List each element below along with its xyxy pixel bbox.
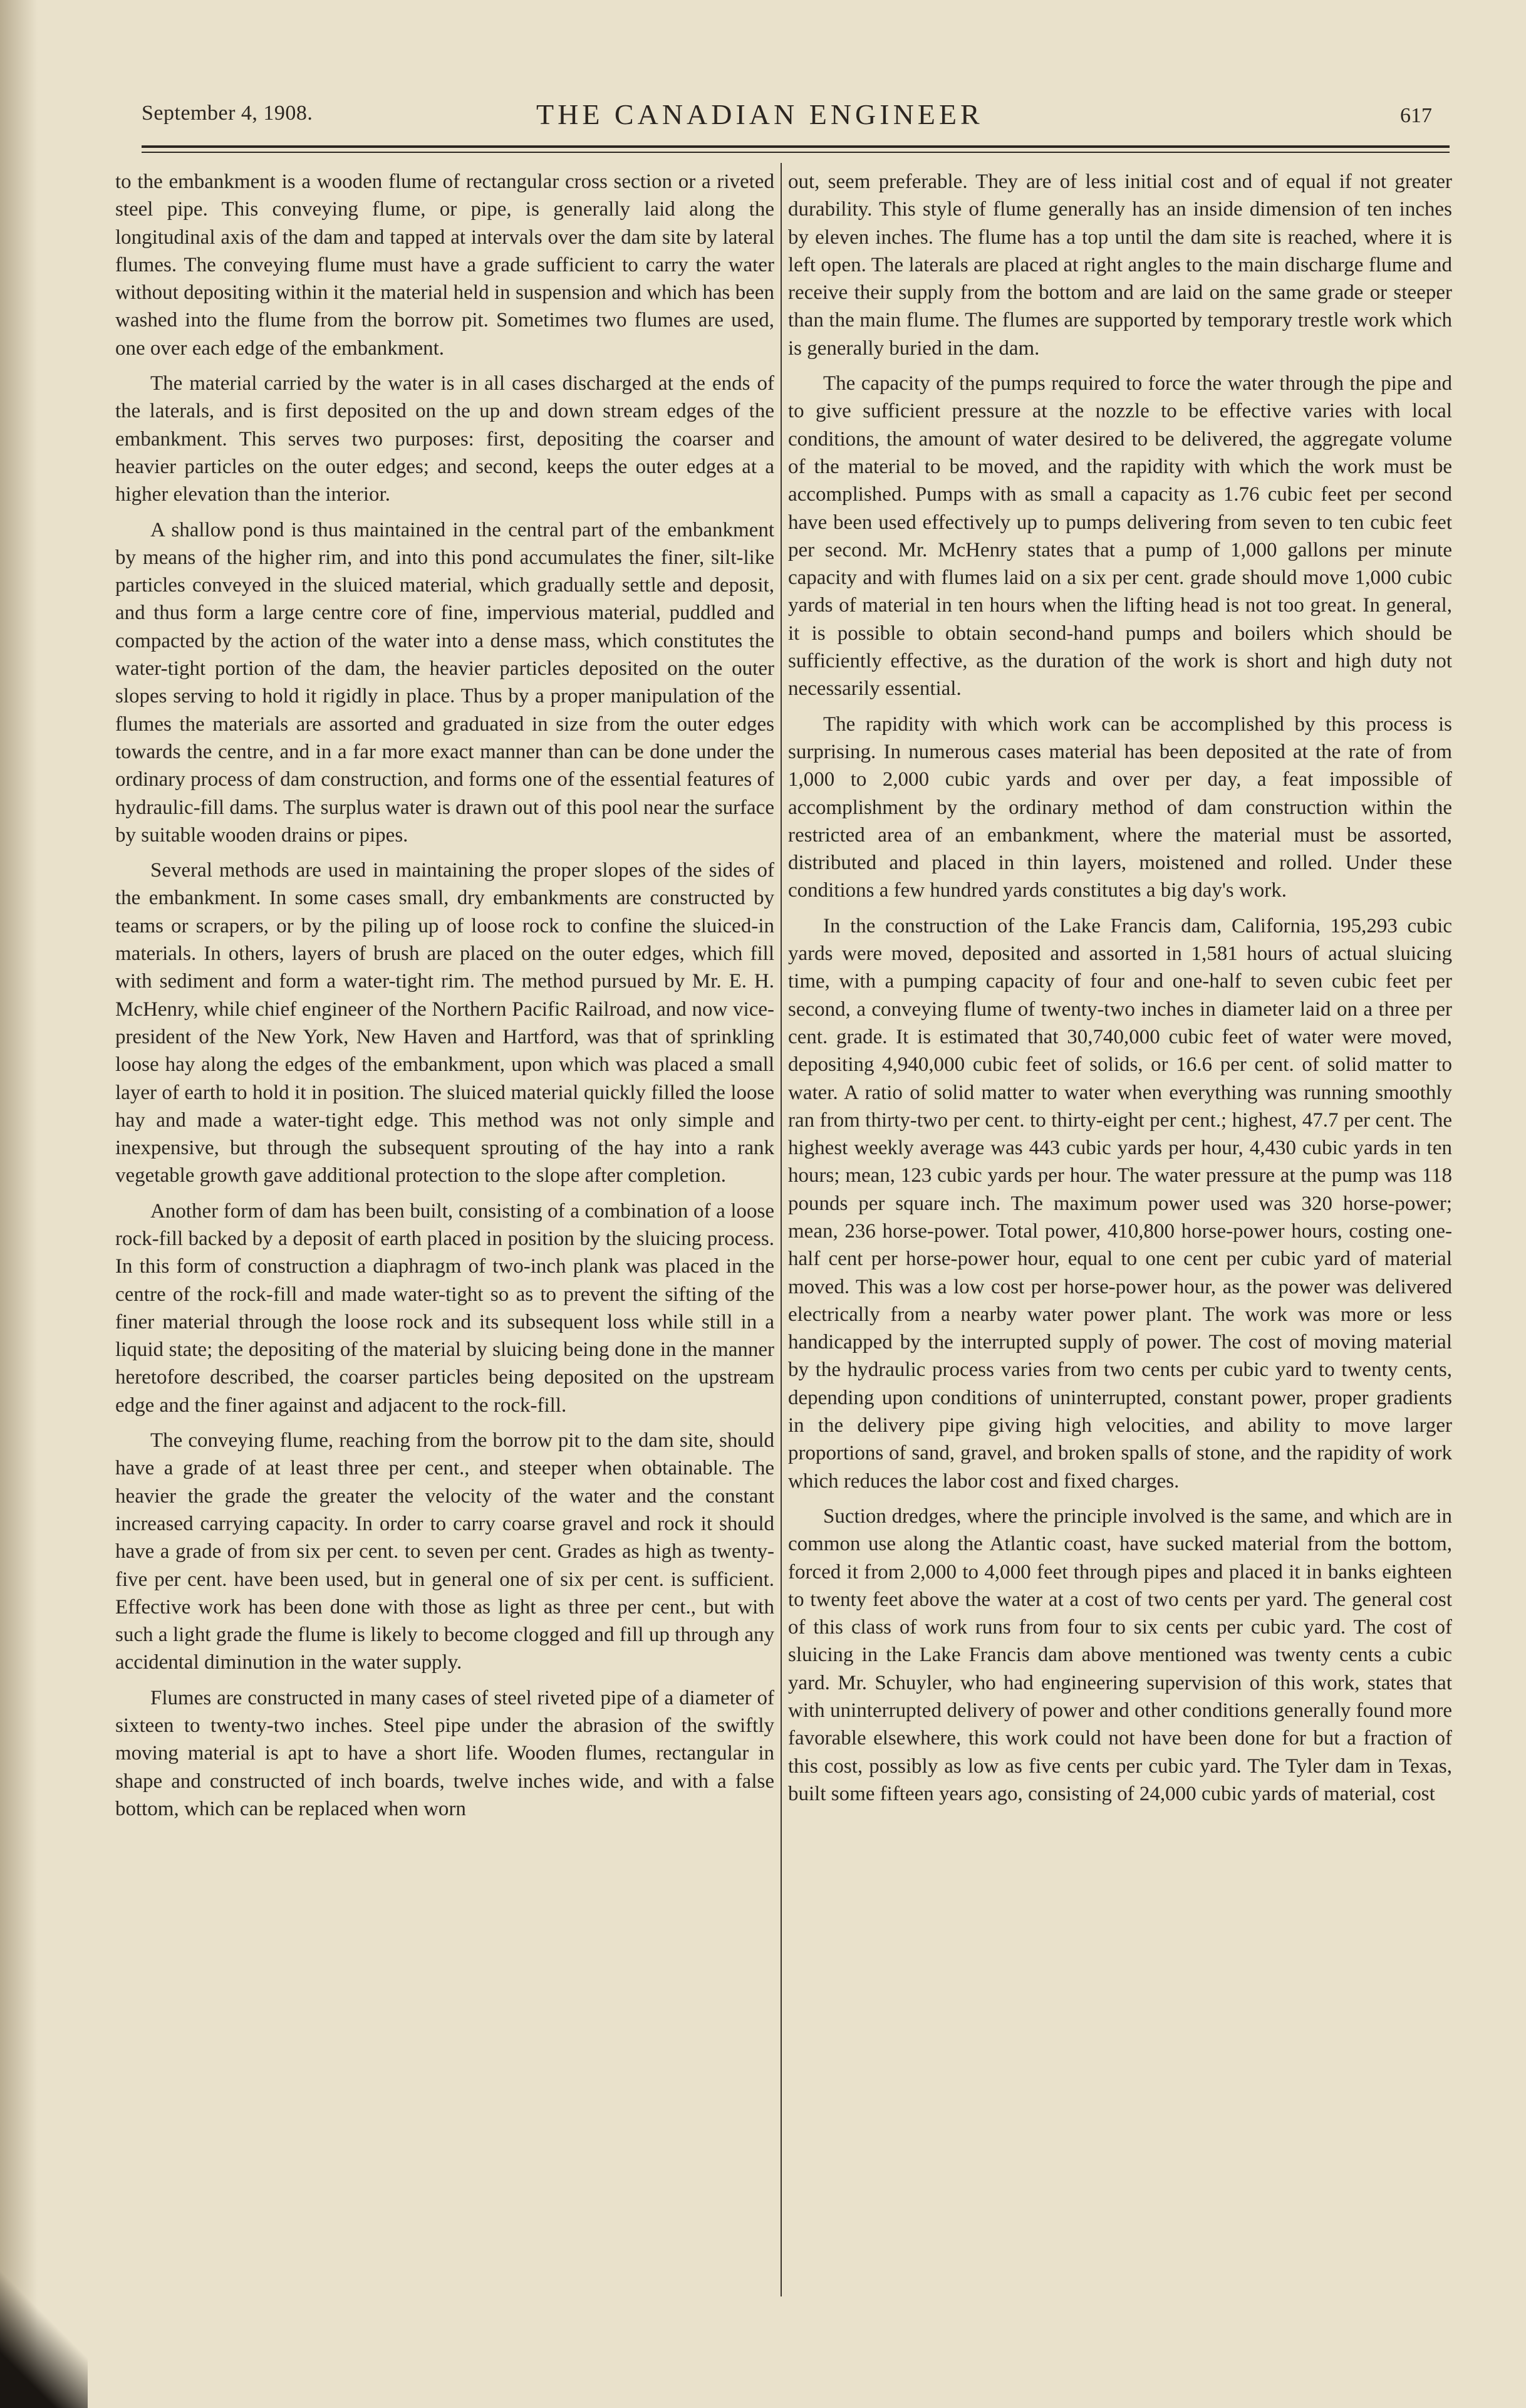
paragraph: A shallow pond is thus maintained in the central part of the embankment by means of the higher rim, and into this pond accumulates the finer, silt-like particles conveyed in the sluiced material, which gradually settle and deposit, and thus form a large centre core of fine, impervious material, puddled and compacted by the action of the water into a dense mass, which constitutes the water-tight portion of the dam, the heavier particles deposited on the outer slopes serving to hold it rigidly in place. Thus by a proper manipulation of the flumes the materials are assorted and graduated in size from the outer edges towards the centre, and in a far more exact manner than can be done under the ordinary process of dam construction, and forms one of the essential features of hydraulic-fill dams. The surplus water is drawn out of this pool near the surface by suitable wooden drains or pipes.: [115, 518, 774, 847]
paragraph: to the embankment is a wooden flume of rectangular cross section or a riveted steel pipe. This conveying flume, or pipe, is generally laid along the longitudinal axis of the dam and tapped at intervals over the dam site by lateral flumes. The conveying flume must have a grade sufficient to carry the water without depositing within it the material held in suspension and which has been washed into the flume from the borrow pit. Sometimes two flumes are used, one over each edge of the embankment.: [115, 170, 774, 360]
header-rule-thin: [142, 152, 1450, 153]
left-column: [115, 168, 774, 1830]
column-divider: [781, 163, 782, 2296]
page-corner-shadow: [0, 2245, 88, 2408]
header-rule: [142, 145, 1450, 148]
issue-date: September 4, 1908.: [142, 102, 313, 125]
paragraph: Suction dredges, where the principle involved is the same, and which are in common use along the Atlantic coast, have sucked material from the bottom, forced it from 2,000 to 4,000 feet through pipes and placed it in banks eighteen to twenty feet above the water at a cost of two cents per yard. The general cost of this class of work runs from four to six cents per cubic yard. The cost of sluicing in the Lake Francis dam above mentioned was twenty cents a cubic yard. Mr. Schuyler, who had engineering supervision of this work, states that with uninterrupted delivery of power and other conditions generally found more favorable elsewhere, this work could not have been done for but a fraction of this cost, possibly as low as five cents per cubic yard. The Tyler dam in Texas, built some fifteen years ago, consisting of 24,000 cubic yards of material, cost: [788, 1504, 1452, 1805]
paragraph: Several methods are used in maintaining the proper slopes of the sides of the embankment. In some cases small, dry embankments are constructed by teams or scrapers, or by the piling up of loose rock to confine the sluiced-in materials. In others, layers of brush are placed on the outer edges, which fill with sediment and form a water-tight rim. The method pursued by Mr. E. H. McHenry, while chief engineer of the Northern Pacific Railroad, and now vice-president of the New York, New Haven and Hartford, was that of sprinkling loose hay along the edges of the embankment, upon which was placed a small layer of earth to hold it in position. The sluiced material quickly filled the loose hay and made a water-tight edge. This method was not only simple and inexpensive, but through the subsequent sprouting of the hay into a rank vegetable growth gave additional protection to the slope after completion.: [115, 859, 774, 1187]
right-column: [788, 168, 1452, 1815]
journal-title: THE CANADIAN ENGINEER: [536, 98, 984, 130]
page-edge-shadow: [0, 0, 38, 2408]
page-header: [142, 93, 1432, 137]
paragraph: The capacity of the pumps required to force the water through the pipe and to give sufficient pressure at the nozzle to be effective varies with local conditions, the amount of water desired to be delivered, the aggregate volume of the material to be moved, and the rapidity with which the work must be accomplished. Pumps with as small a capacity as 1.76 cubic feet per second have been used effectively up to pumps delivering from seven to ten cubic feet per second. Mr. McHenry states that a pump of 1,000 gallons per minute capacity and with flumes laid on a six per cent. grade should move 1,000 cubic yards of material in ten hours when the lifting head is not too great. In general, it is possible to obtain second-hand pumps and boilers which should be sufficiently effective, as the duration of the work is short and high duty not necessarily essential.: [788, 372, 1452, 701]
paragraph: Flumes are constructed in many cases of steel riveted pipe of a diameter of sixteen to twenty-two inches. Steel pipe under the abrasion of the swiftly moving material is apt to have a short life. Wooden flumes, rectangular in shape and constructed of inch boards, twelve inches wide, and with a false bottom, which can be replaced when worn: [115, 1686, 774, 1820]
paragraph: In the construction of the Lake Francis dam, California, 195,293 cubic yards were moved, deposited and assorted in 1,581 hours of actual sluicing time, with a pumping capacity of four and one-half to seven cubic feet per second, a conveying flume of twenty-two inches in diameter laid on a three per cent. grade. It is estimated that 30,740,000 cubic feet of water were moved, depositing 4,940,000 cubic feet of solids, or 16.6 per cent. of solid matter to water. A ratio of solid matter to water when everything was running smoothly ran from thirty-two per cent. to thirty-eight per cent.; highest, 47.7 per cent. The highest weekly average was 443 cubic yards per hour, 4,430 cubic yards in ten hours; mean, 123 cubic yards per hour. The water pressure at the pump was 118 pounds per square inch. The maximum power used was 320 horse-power; mean, 236 horse-power. Total power, 410,800 horse-power hours, costing one-half cent per horse-power hour, equal to one cent per cubic yard of material moved. This was a low cost per horse-power hour, as the power was delivered electrically from a nearby water power plant. The work was more or less handicapped by the interrupted supply of power. The cost of moving material by the hydraulic process varies from two cents per cubic yard to twenty cents, depending upon conditions of uninterrupted, constant power, proper gradients in the delivery pipe giving high velocities, and ability to move larger proportions of sand, gravel, and broken spalls of stone, and the rapidity of work which reduces the labor cost and fixed charges.: [788, 914, 1452, 1493]
paragraph: The conveying flume, reaching from the borrow pit to the dam site, should have a grade of at least three per cent., and steeper when obtainable. The heavier the grade the greater the velocity of the water and the constant increased carrying capacity. In order to carry coarse gravel and rock it should have a grade of from six per cent. to seven per cent. Grades as high as twenty-five per cent. have been used, but in general one of six per cent. is sufficient. Effective work has been done with those as light as three per cent., but with such a light grade the flume is likely to become clogged and fill up through any accidental diminution in the water supply.: [115, 1429, 774, 1674]
page-number: 617: [1400, 104, 1432, 127]
paragraph: out, seem preferable. They are of less initial cost and of equal if not greater durability. This style of flume generally has an inside dimension of ten inches by eleven inches. The flume has a top until the dam site is reached, where it is left open. The laterals are placed at right angles to the main discharge flume and receive their supply from the bottom and are laid on the same grade or steeper than the main flume. The flumes are supported by temporary trestle work which is generally buried in the dam.: [788, 170, 1452, 360]
paragraph: The material carried by the water is in all cases discharged at the ends of the laterals, and is first deposited on the up and down stream edges of the embankment. This serves two purposes: first, depositing the coarser and heavier particles on the outer edges; and second, keeps the outer edges at a higher elevation than the interior.: [115, 372, 774, 506]
paragraph: The rapidity with which work can be accomplished by this process is surprising. In numerous cases material has been deposited at the rate of from 1,000 to 2,000 cubic yards and over per day, a feat impossible of accomplishment by the ordinary method of dam construction within the restricted area of an embankment, where the material must be assorted, distributed and placed in thin layers, moistened and rolled. Under these conditions a few hundred yards constitutes a big day's work.: [788, 712, 1452, 902]
paragraph: Another form of dam has been built, consisting of a combination of a loose rock-fill backed by a deposit of earth placed in position by the sluicing process. In this form of construction a diaphragm of two-inch plank was placed in the centre of the rock-fill and made water-tight so as to prevent the sifting of the finer material through the loose rock and its subsequent loss while still in a liquid state; the depositing of the material by sluicing being done in the manner heretofore described, the coarser particles being deposited on the upstream edge and the finer against and adjacent to the rock-fill.: [115, 1199, 774, 1417]
